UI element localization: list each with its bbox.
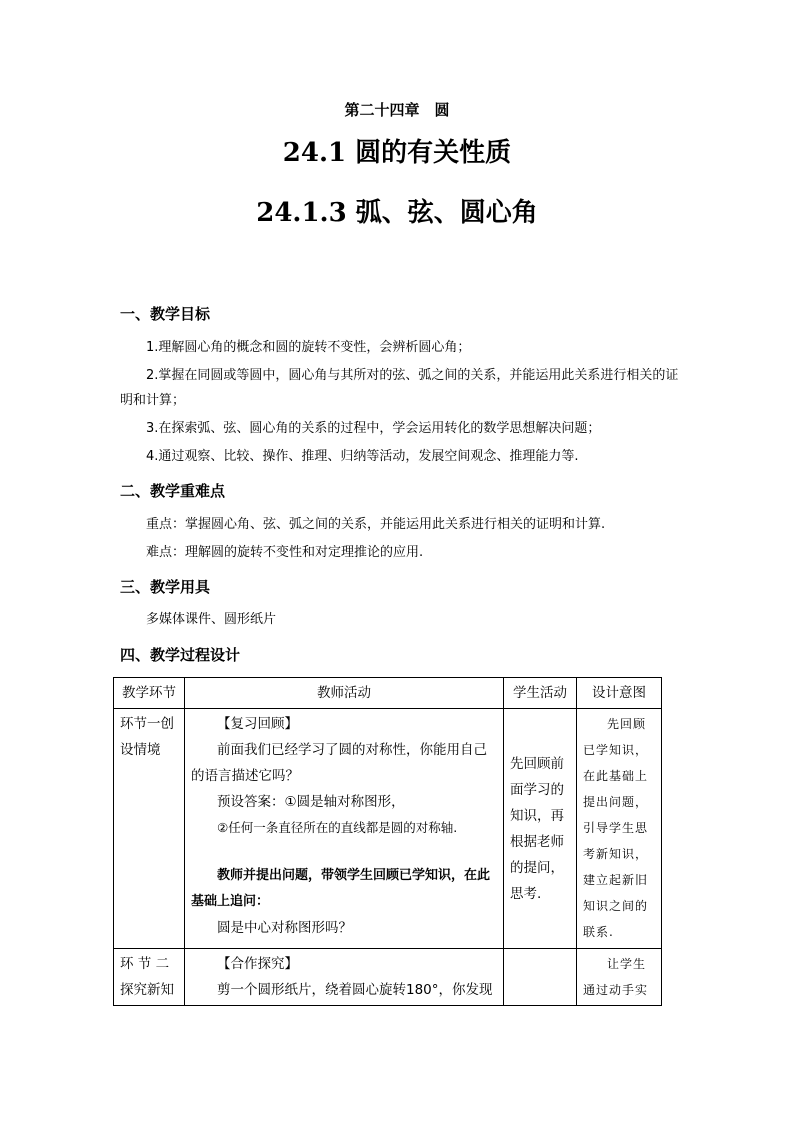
teacher-line: 圆是中心对称图形吗？	[217, 920, 352, 936]
key-point: 重点：掌握圆心角、弦、弧之间的关系，并能运用此关系进行相关的证明和计算.	[146, 517, 606, 532]
student-cell: 先回顾前面学习的知识，再根据老师的提问，思考.	[504, 709, 577, 949]
header-stage: 教学环节	[114, 678, 185, 709]
goal-item: 3.在探索弧、弦、圆心角的关系的过程中，学会运用转化的数学思想解决问题；	[146, 421, 601, 436]
student-cell	[504, 949, 577, 1006]
header-teacher: 教师活动	[185, 678, 504, 709]
goals-list	[120, 335, 680, 469]
chapter-title: 第二十四章 圆	[344, 101, 450, 119]
header-design: 设计意图	[577, 678, 662, 709]
design-text: 先回顾已学知识，在此基础上提出问题，引导学生思考新知识，建立起新旧知识之间的联系.	[583, 717, 649, 939]
difficult-point: 难点：理解圆的旋转不变性和对定理推论的应用.	[146, 545, 424, 560]
header-student: 学生活动	[504, 678, 577, 709]
goal-item: 1.理解圆心角的概念和圆的旋转不变性，会辨析圆心角；	[146, 340, 471, 355]
teacher-cell	[185, 709, 504, 949]
table-row	[114, 949, 662, 1006]
teacher-line: 【复习回顾】	[217, 716, 298, 732]
teacher-line: 前面我们已经学习了圆的对称性，你能用自己的语言描述它吗？	[191, 742, 487, 784]
stage-cell: 环节一创设情境	[114, 709, 185, 949]
teacher-line: 【合作探究】	[217, 956, 298, 972]
lesson-title: 24.1.3 弧、弦、圆心角	[256, 198, 538, 228]
process-table	[113, 677, 662, 1006]
teacher-cell	[185, 949, 504, 1006]
goal-item: 4.通过观察、比较、操作、推理、归纳等活动，发展空间观念、推理能力等.	[146, 449, 579, 464]
design-cell	[577, 949, 662, 1006]
tools-heading: 三、教学用具	[120, 578, 211, 596]
stage-cell: 环 节 二探究新知	[114, 949, 185, 1006]
keypoints-heading: 二、教学重难点	[120, 482, 226, 500]
tools-text: 多媒体课件、圆形纸片	[146, 612, 277, 627]
section-title: 24.1 圆的有关性质	[282, 138, 512, 168]
goal-item: 2.掌握在同圆或等圆中，圆心角与其所对的弦、弧之间的关系，并能运用此关系进行相关的证明和计算；	[120, 368, 679, 408]
design-cell	[577, 709, 662, 949]
teacher-line: ②任何一条直径所在的直线都是圆的对称轴.	[217, 820, 458, 835]
tools	[120, 607, 680, 632]
design-text: 让学生通过动手实	[583, 957, 649, 997]
teacher-line: 预设答案：①圆是轴对称图形，	[217, 794, 405, 810]
keypoints	[120, 512, 680, 565]
table-row	[114, 709, 662, 949]
teacher-line: 剪一个圆形纸片，绕着圆心旋转180°，你发现	[217, 982, 493, 998]
table-header-row	[114, 678, 662, 709]
teacher-line: 教师并提出问题，带领学生回顾已学知识，在此基础上追问：	[191, 868, 491, 909]
goals-heading: 一、教学目标	[120, 305, 211, 323]
process-heading: 四、教学过程设计	[120, 646, 241, 664]
